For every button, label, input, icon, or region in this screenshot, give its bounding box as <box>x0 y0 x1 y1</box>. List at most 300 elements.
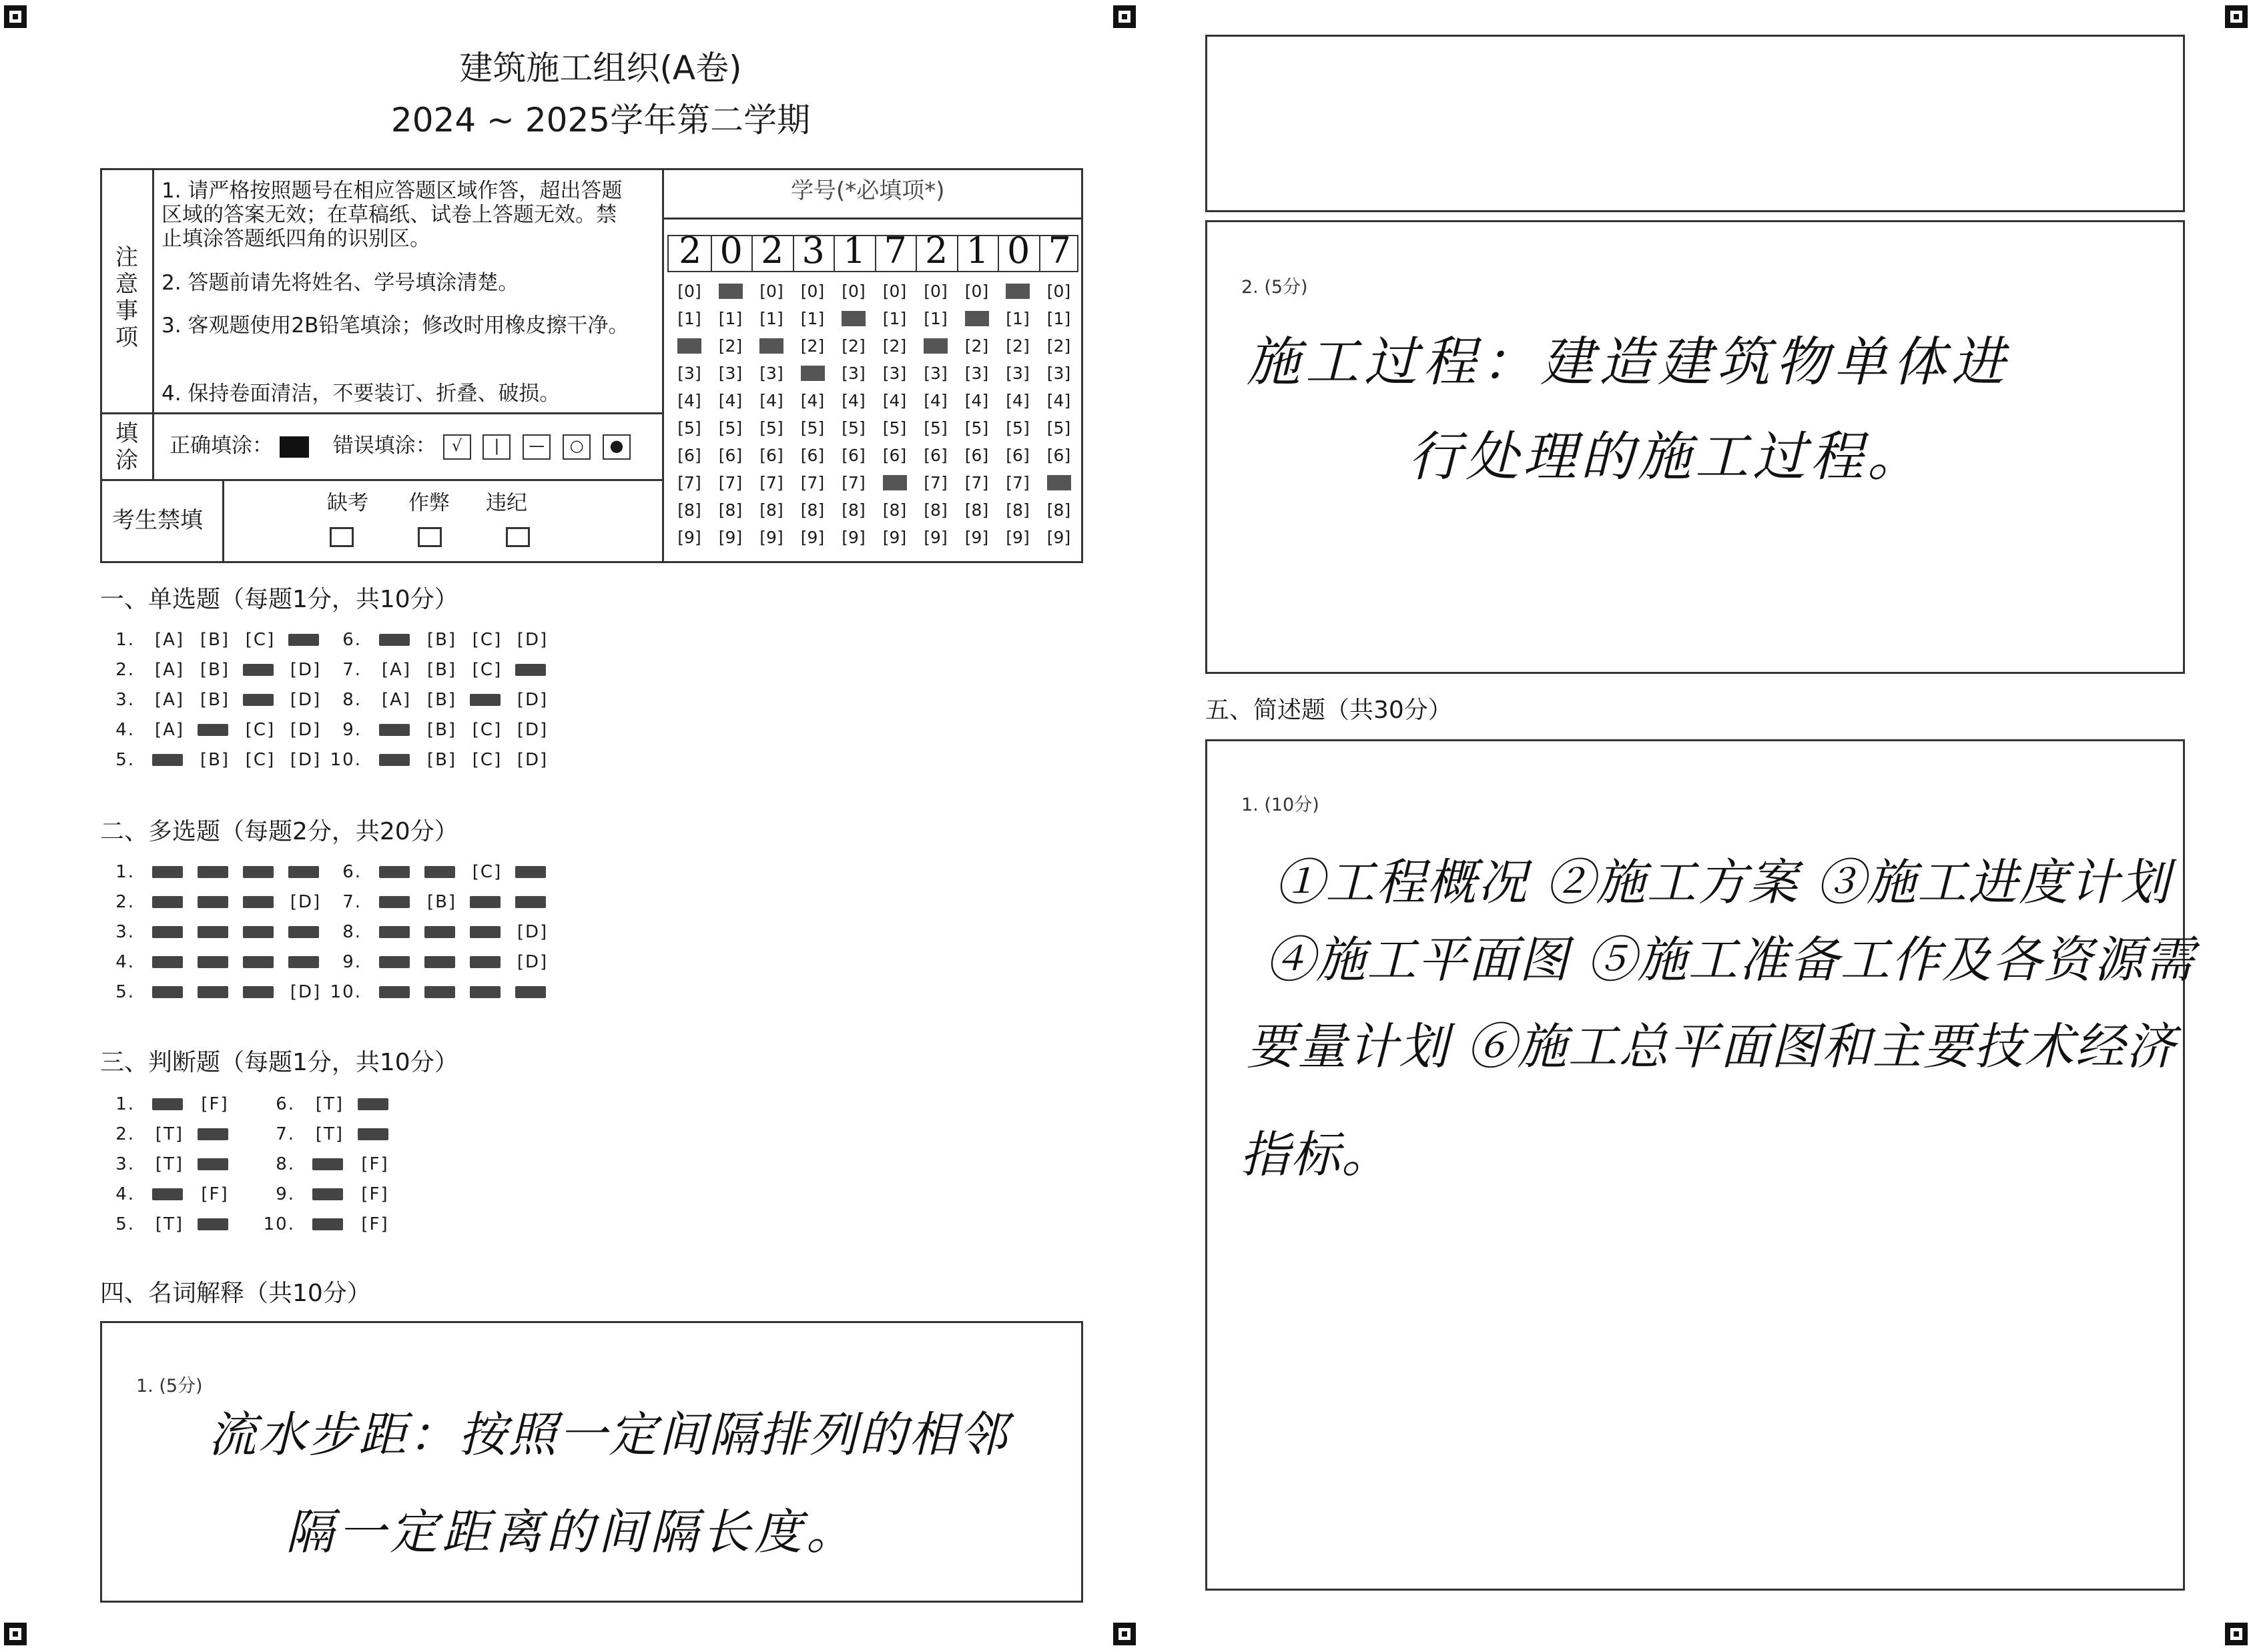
section1-question <box>100 720 328 740</box>
student-id-bubble[interactable]: [5] <box>842 418 866 438</box>
student-id-bubble[interactable] <box>1039 469 1079 496</box>
option-bubble[interactable]: [B] <box>200 630 230 650</box>
student-id-digit-divider <box>1039 236 1040 271</box>
student-id-bubble[interactable]: [5] <box>964 418 989 438</box>
option-bubble[interactable]: [D] <box>290 690 322 710</box>
student-id-bubble[interactable]: [2] <box>1006 336 1030 356</box>
section3-question <box>260 1124 398 1144</box>
student-id-bubble[interactable] <box>957 305 997 332</box>
student-id-bubble[interactable]: [7] <box>800 473 825 492</box>
option-bubble[interactable] <box>238 982 283 1002</box>
student-id-bubble[interactable]: [2] <box>964 336 989 356</box>
option-bubble[interactable]: [B] <box>426 690 457 710</box>
option-bubble[interactable]: [D] <box>290 660 322 680</box>
student-id-bubble[interactable]: [5] <box>924 418 948 438</box>
section1-question <box>327 630 555 650</box>
question-number: 4. <box>115 1184 135 1204</box>
forbidden-label: 考生禁填 <box>112 507 203 534</box>
section3-question <box>100 1214 238 1234</box>
option-bubble[interactable]: [D] <box>517 922 549 942</box>
student-id-bubble[interactable]: [4] <box>842 391 866 410</box>
student-id-digit: 0 <box>719 230 743 272</box>
student-id-bubble[interactable]: [6] <box>924 446 948 465</box>
student-id-bubble[interactable]: [9] <box>800 528 825 547</box>
student-id-digit-divider <box>793 236 794 271</box>
option-bubble[interactable] <box>464 982 510 1002</box>
student-id-bubble[interactable]: [7] <box>924 473 948 492</box>
forbidden-absent-checkbox[interactable] <box>330 527 354 547</box>
student-id-bubble[interactable]: [6] <box>677 446 701 465</box>
student-id-bubble[interactable]: [4] <box>924 391 948 410</box>
section2-question <box>100 952 328 972</box>
student-id-bubble[interactable]: [8] <box>842 500 866 520</box>
student-id-bubble[interactable]: [3] <box>964 364 989 383</box>
student-id-bubble[interactable]: [6] <box>882 446 907 465</box>
option-bubble[interactable]: [F] <box>201 1184 229 1204</box>
option-bubble[interactable] <box>464 892 510 912</box>
option-bubble[interactable] <box>238 952 283 972</box>
student-id-bubble[interactable]: [0] <box>882 282 907 301</box>
student-id-bubble[interactable]: [4] <box>1046 391 1071 410</box>
student-id-bubble[interactable]: [6] <box>800 446 825 465</box>
student-id-bubble[interactable]: [0] <box>1046 282 1071 301</box>
student-id-bubble[interactable]: [0] <box>924 282 948 301</box>
student-id-bubble[interactable]: [7] <box>677 473 701 492</box>
answer-box-continued[interactable] <box>1205 35 2185 212</box>
option-bubble[interactable] <box>147 750 192 770</box>
student-id-column <box>711 278 751 551</box>
option-bubble[interactable] <box>307 1184 352 1204</box>
header-divider-vertical <box>662 168 664 563</box>
wrong-mark-circle: ○ <box>563 434 591 460</box>
student-id-bubble[interactable]: [2] <box>718 336 743 356</box>
section3-question <box>100 1184 238 1204</box>
option-bubble[interactable] <box>374 892 419 912</box>
question-number: 6. <box>276 1094 295 1114</box>
section1-question <box>100 660 328 680</box>
student-id-bubble[interactable]: [1] <box>677 309 701 328</box>
student-id-bubble[interactable]: [4] <box>882 391 907 410</box>
question-number: 2. <box>115 892 135 912</box>
option-bubble[interactable] <box>147 1184 192 1204</box>
student-id-bubble[interactable]: [9] <box>924 528 948 547</box>
student-id-bubble[interactable]: [5] <box>1046 418 1071 438</box>
student-id-bubble[interactable]: [4] <box>677 391 701 410</box>
student-id-bubble[interactable] <box>751 332 791 360</box>
section2-question <box>327 892 555 912</box>
option-bubble[interactable]: [B] <box>200 750 230 770</box>
student-id-bubble[interactable]: [9] <box>882 528 907 547</box>
student-id-bubble[interactable]: [1] <box>1006 309 1030 328</box>
student-id-bubble[interactable]: [3] <box>1046 364 1071 383</box>
option-bubble[interactable] <box>510 892 555 912</box>
option-bubble[interactable] <box>192 892 238 912</box>
student-id-bubble[interactable]: [0] <box>800 282 825 301</box>
forbidden-label-divider <box>222 479 224 563</box>
option-bubble[interactable] <box>192 1214 238 1234</box>
option-bubble[interactable]: [D] <box>517 952 549 972</box>
fill-bottom-line <box>100 479 663 481</box>
section2-title: 二、多选题（每题2分，共20分） <box>100 818 458 845</box>
question-number: 10. <box>263 1214 295 1234</box>
forbidden-absent-label: 缺考 <box>327 491 368 515</box>
fill-correct-label: 正确填涂： <box>170 434 273 458</box>
option-bubble[interactable]: [B] <box>426 750 457 770</box>
option-bubble[interactable] <box>147 982 192 1002</box>
option-bubble[interactable]: [C] <box>472 660 503 680</box>
student-id-bubble[interactable]: [6] <box>1046 446 1071 465</box>
option-bubble[interactable] <box>192 1154 238 1174</box>
student-id-bubble[interactable]: [0] <box>677 282 701 301</box>
student-id-bubble[interactable]: [3] <box>842 364 866 383</box>
student-id-bubble[interactable]: [1] <box>924 309 948 328</box>
forbidden-violation-label: 违纪 <box>486 491 527 515</box>
option-bubble[interactable] <box>192 862 238 882</box>
option-bubble[interactable] <box>283 952 328 972</box>
student-id-bubble[interactable]: [1] <box>800 309 825 328</box>
student-id-label-line <box>664 218 1083 220</box>
student-id-bubble[interactable]: [8] <box>718 500 743 520</box>
option-bubble[interactable]: [B] <box>426 892 457 912</box>
option-bubble[interactable] <box>352 1124 398 1144</box>
question-number: 6. <box>342 630 362 650</box>
option-bubble[interactable] <box>419 862 464 882</box>
option-bubble[interactable] <box>374 720 419 740</box>
option-bubble[interactable]: [A] <box>154 720 185 740</box>
option-bubble[interactable]: [B] <box>426 660 457 680</box>
option-bubble[interactable]: [F] <box>361 1154 389 1174</box>
option-bubble[interactable] <box>352 1094 398 1114</box>
notice-bottom-line <box>100 412 663 414</box>
option-bubble[interactable]: [A] <box>381 660 412 680</box>
student-id-column <box>875 278 915 551</box>
option-bubble[interactable] <box>307 1214 352 1234</box>
student-id-bubble[interactable]: [4] <box>759 391 783 410</box>
student-id-column <box>957 278 997 551</box>
student-id-digit: 2 <box>925 230 948 272</box>
option-bubble[interactable] <box>464 952 510 972</box>
option-bubble[interactable] <box>283 922 328 942</box>
student-id-bubble[interactable]: [7] <box>842 473 866 492</box>
student-id-bubble[interactable]: [9] <box>1006 528 1030 547</box>
option-bubble[interactable] <box>192 922 238 942</box>
student-id-bubble[interactable]: [8] <box>800 500 825 520</box>
student-id-bubble[interactable]: [6] <box>759 446 783 465</box>
section4-q1-answer-line1: 流水步距：按照一定间隔排列的相邻 <box>208 1406 1010 1463</box>
student-id-bubble[interactable]: [8] <box>677 500 701 520</box>
student-id-bubble[interactable]: [3] <box>924 364 948 383</box>
section2-question <box>100 862 328 882</box>
student-id-bubble[interactable]: [5] <box>759 418 783 438</box>
student-id-bubble[interactable]: [5] <box>718 418 743 438</box>
option-bubble[interactable]: [C] <box>245 750 276 770</box>
student-id-digit-divider <box>711 236 712 271</box>
forbidden-violation-checkbox[interactable] <box>506 527 530 547</box>
student-id-bubble[interactable]: [2] <box>842 336 866 356</box>
option-bubble[interactable] <box>374 750 419 770</box>
question-number: 10. <box>330 982 362 1002</box>
option-bubble[interactable] <box>419 922 464 942</box>
student-id-bubble[interactable]: [8] <box>964 500 989 520</box>
student-id-bubble[interactable] <box>669 332 709 360</box>
student-id-bubble[interactable]: [0] <box>759 282 783 301</box>
student-id-bubble[interactable]: [4] <box>718 391 743 410</box>
student-id-bubble[interactable]: [4] <box>1006 391 1030 410</box>
option-bubble[interactable]: [T] <box>155 1154 184 1174</box>
student-id-bubble[interactable]: [8] <box>1006 500 1030 520</box>
question-number: 1. <box>115 630 135 650</box>
option-bubble[interactable] <box>374 982 419 1002</box>
student-id-bubble[interactable]: [7] <box>964 473 989 492</box>
student-id-bubble[interactable]: [6] <box>718 446 743 465</box>
notice-label-divider <box>152 168 154 480</box>
student-id-bubble[interactable]: [5] <box>677 418 701 438</box>
student-id-bubble[interactable]: [1] <box>1046 309 1071 328</box>
option-bubble[interactable]: [D] <box>517 630 549 650</box>
student-id-digit: 7 <box>1048 230 1071 272</box>
section1-question <box>327 690 555 710</box>
option-bubble[interactable]: [F] <box>201 1094 229 1114</box>
student-id-bubble[interactable]: [6] <box>842 446 866 465</box>
student-id-bubble[interactable]: [5] <box>800 418 825 438</box>
option-bubble[interactable]: [A] <box>154 660 185 680</box>
wrong-mark-bar: | <box>482 434 511 460</box>
section3-question <box>260 1184 398 1204</box>
student-id-digit: 1 <box>966 230 989 272</box>
section3-title: 三、判断题（每题1分，共10分） <box>100 1049 458 1076</box>
corner-marker-top-left <box>4 5 27 28</box>
section1-question <box>327 720 555 740</box>
section1-question <box>100 630 328 650</box>
student-id-bubble[interactable]: [9] <box>1046 528 1071 547</box>
student-id-label: 学号(*必填项*) <box>791 177 945 204</box>
option-bubble[interactable] <box>147 1094 192 1114</box>
option-bubble[interactable]: [A] <box>154 630 185 650</box>
option-bubble[interactable]: [F] <box>361 1184 389 1204</box>
option-bubble[interactable] <box>238 660 283 680</box>
option-bubble[interactable]: [C] <box>245 630 276 650</box>
option-bubble[interactable] <box>283 630 328 650</box>
student-id-bubble[interactable]: [0] <box>964 282 989 301</box>
option-bubble[interactable]: [T] <box>155 1214 184 1234</box>
student-id-bubble[interactable] <box>875 469 915 496</box>
section5-q1-answer-line3: 要量计划 ⑥施工总平面图和主要技术经济 <box>1247 1018 2177 1076</box>
option-bubble[interactable] <box>238 892 283 912</box>
option-bubble[interactable]: [B] <box>426 720 457 740</box>
section2-question <box>327 982 555 1002</box>
section3-question <box>260 1214 398 1234</box>
student-id-bubble[interactable] <box>834 305 874 332</box>
student-id-bubble[interactable]: [1] <box>882 309 907 328</box>
option-bubble[interactable]: [C] <box>472 630 503 650</box>
student-id-digit-divider <box>751 236 753 271</box>
option-bubble[interactable]: [C] <box>245 720 276 740</box>
option-bubble[interactable]: [D] <box>517 750 549 770</box>
option-bubble[interactable] <box>464 922 510 942</box>
section4-q1-answer-line2: 隔一定距离的间隔长度。 <box>286 1504 859 1560</box>
option-bubble[interactable] <box>510 982 555 1002</box>
option-bubble[interactable]: [D] <box>290 720 322 740</box>
student-id-bubble[interactable]: [2] <box>800 336 825 356</box>
student-id-bubble[interactable]: [8] <box>924 500 948 520</box>
notice-item-3: 3. 客观题使用2B铅笔填涂；修改时用橡皮擦干净。 <box>162 314 629 338</box>
student-id-digit: 3 <box>801 230 825 272</box>
student-id-column <box>1039 278 1079 551</box>
section4-q1-label: 1. (5分) <box>136 1376 203 1396</box>
option-bubble[interactable] <box>192 952 238 972</box>
student-id-bubble[interactable]: [7] <box>759 473 783 492</box>
student-id-bubble[interactable] <box>998 278 1038 305</box>
corner-marker-bottom-right <box>2225 1623 2248 1645</box>
fill-wrong-label: 错误填涂： <box>332 434 436 458</box>
student-id-bubble[interactable]: [3] <box>718 364 743 383</box>
option-bubble[interactable] <box>147 892 192 912</box>
question-number: 2. <box>115 1124 135 1144</box>
section5-q1-answer-line4: 指标。 <box>1240 1126 1392 1184</box>
option-bubble[interactable]: [T] <box>315 1124 344 1144</box>
option-bubble[interactable]: [F] <box>361 1214 389 1234</box>
option-bubble[interactable] <box>238 922 283 942</box>
student-id-bubble[interactable]: [3] <box>1006 364 1030 383</box>
option-bubble[interactable]: [D] <box>290 750 322 770</box>
student-id-bubble[interactable]: [9] <box>759 528 783 547</box>
option-bubble[interactable]: [C] <box>472 750 503 770</box>
student-id-bubble[interactable]: [6] <box>1006 446 1030 465</box>
question-number: 9. <box>276 1184 295 1204</box>
option-bubble[interactable] <box>238 862 283 882</box>
fill-correct-sample <box>280 436 309 458</box>
option-bubble[interactable] <box>147 862 192 882</box>
student-id-bubble[interactable]: [1] <box>718 309 743 328</box>
student-id-bubble[interactable]: [6] <box>964 446 989 465</box>
student-id-bubble[interactable]: [9] <box>677 528 701 547</box>
option-bubble[interactable]: [A] <box>154 690 185 710</box>
student-id-digit-divider <box>834 236 835 271</box>
option-bubble[interactable]: [T] <box>315 1094 344 1114</box>
student-id-bubble[interactable]: [4] <box>800 391 825 410</box>
student-id-bubble[interactable]: [3] <box>882 364 907 383</box>
student-id-bubble[interactable]: [8] <box>882 500 907 520</box>
student-id-bubble[interactable] <box>793 360 833 387</box>
option-bubble[interactable] <box>283 862 328 882</box>
question-number: 8. <box>276 1154 295 1174</box>
section3-question <box>260 1094 398 1114</box>
option-bubble[interactable] <box>307 1154 352 1174</box>
option-bubble[interactable] <box>510 862 555 882</box>
option-bubble[interactable] <box>419 982 464 1002</box>
option-bubble[interactable] <box>374 862 419 882</box>
student-id-digit: 0 <box>1007 230 1030 272</box>
option-bubble[interactable]: [D] <box>290 982 322 1002</box>
student-id-bubble[interactable]: [9] <box>718 528 743 547</box>
student-id-bubble[interactable]: [7] <box>1006 473 1030 492</box>
option-bubble[interactable]: [C] <box>472 862 503 882</box>
student-id-bubble[interactable]: [7] <box>718 473 743 492</box>
option-bubble[interactable]: [A] <box>381 690 412 710</box>
option-bubble[interactable] <box>464 690 510 710</box>
section1-question <box>327 660 555 680</box>
option-bubble[interactable] <box>192 1124 238 1144</box>
student-id-bubble[interactable]: [8] <box>1046 500 1071 520</box>
student-id-digit: 1 <box>843 230 866 272</box>
fill-correct-text <box>170 434 636 460</box>
student-id-bubble[interactable]: [0] <box>842 282 866 301</box>
student-id-bubble[interactable]: [3] <box>677 364 701 383</box>
student-id-bubble[interactable]: [1] <box>759 309 783 328</box>
section2-question <box>327 862 555 882</box>
student-id-bubble[interactable]: [4] <box>964 391 989 410</box>
option-bubble[interactable]: [D] <box>290 892 322 912</box>
student-id-bubble[interactable] <box>916 332 956 360</box>
student-id-bubble[interactable]: [5] <box>1006 418 1030 438</box>
student-id-bubble[interactable]: [9] <box>964 528 989 547</box>
section1-question <box>100 750 328 770</box>
student-id-bubble[interactable] <box>711 278 751 305</box>
section2-question <box>100 892 328 912</box>
question-number: 3. <box>115 922 135 942</box>
question-number: 7. <box>342 660 362 680</box>
option-bubble[interactable]: [T] <box>155 1124 184 1144</box>
option-bubble[interactable]: [B] <box>426 630 457 650</box>
option-bubble[interactable] <box>238 690 283 710</box>
student-id-bubble[interactable]: [5] <box>882 418 907 438</box>
exam-title: 建筑施工组织(A卷) <box>459 49 742 87</box>
option-bubble[interactable] <box>374 952 419 972</box>
option-bubble[interactable]: [B] <box>200 660 230 680</box>
student-id-bubble[interactable]: [2] <box>1046 336 1071 356</box>
option-bubble[interactable] <box>192 720 238 740</box>
section3-question <box>100 1124 238 1144</box>
question-number: 10. <box>330 750 362 770</box>
option-bubble[interactable] <box>147 922 192 942</box>
section5-q1-answer-line1: ①工程概况 ②施工方案 ③施工进度计划 <box>1275 854 2172 911</box>
student-id-bubble[interactable]: [2] <box>882 336 907 356</box>
option-bubble[interactable] <box>419 952 464 972</box>
student-id-digit-divider <box>916 236 917 271</box>
section2-question <box>327 922 555 942</box>
forbidden-cheat-checkbox[interactable] <box>418 527 442 547</box>
option-bubble[interactable] <box>374 922 419 942</box>
corner-marker-bottom-left <box>4 1623 27 1645</box>
option-bubble[interactable]: [C] <box>472 720 503 740</box>
student-id-bubble[interactable]: [8] <box>759 500 783 520</box>
option-bubble[interactable]: [D] <box>517 720 549 740</box>
wrong-mark-check: √ <box>443 434 471 460</box>
question-number: 7. <box>342 892 362 912</box>
question-number: 7. <box>276 1124 295 1144</box>
option-bubble[interactable] <box>374 630 419 650</box>
student-id-bubble[interactable]: [3] <box>759 364 783 383</box>
question-number: 3. <box>115 690 135 710</box>
section4-q2-answer-line1: 施工过程：建造建筑物单体进 <box>1247 331 2010 393</box>
question-number: 5. <box>115 982 135 1002</box>
student-id-column <box>751 278 791 551</box>
question-number: 8. <box>342 922 362 942</box>
option-bubble[interactable]: [D] <box>517 690 549 710</box>
student-id-bubble[interactable]: [9] <box>842 528 866 547</box>
forbidden-cheat-label: 作弊 <box>408 491 450 515</box>
section2-question <box>100 922 328 942</box>
section3-question <box>100 1094 238 1114</box>
option-bubble[interactable] <box>147 952 192 972</box>
option-bubble[interactable] <box>192 982 238 1002</box>
student-id-column <box>916 278 956 551</box>
section3-question <box>260 1154 398 1174</box>
section3-question <box>100 1154 238 1174</box>
option-bubble[interactable] <box>510 660 555 680</box>
option-bubble[interactable]: [B] <box>200 690 230 710</box>
section4-title: 四、名词解释（共10分） <box>100 1280 371 1307</box>
